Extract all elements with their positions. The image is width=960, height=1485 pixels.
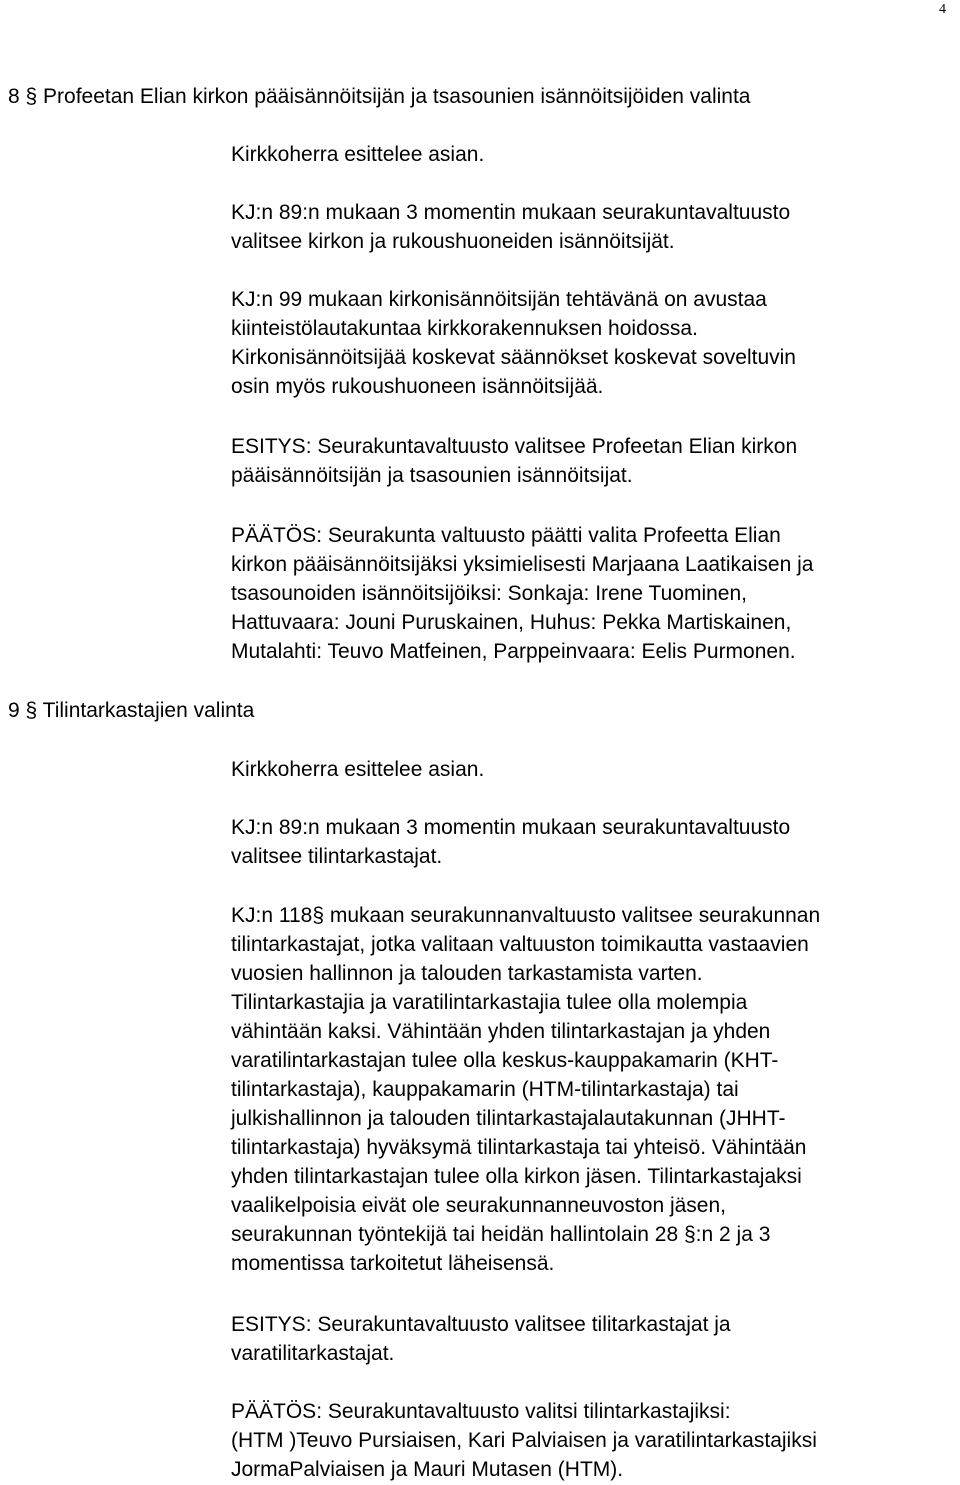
section-8-para-1 (231, 140, 956, 169)
text-line: julkishallinnon ja talouden tilintarkastajalautakunnan (JHHT- (231, 1107, 786, 1130)
text-line: osin myös rukoushuoneen isännöitsijää. (231, 375, 604, 398)
section-9-heading: 9 § Tilintarkastajien valinta (8, 699, 255, 722)
section-8-proposal (231, 432, 956, 490)
text-line: Kirkkoherra esittelee asian. (231, 143, 485, 166)
text-line: KJ:n 89:n mukaan 3 momentin mukaan seurakuntavaltuusto (231, 816, 791, 839)
text-line: kiinteistölautakuntaa kirkkorakennuksen hoidossa. (231, 317, 698, 340)
text-line: tilintarkastaja) hyväksymä tilintarkastaja tai yhteisö. Vähintään (231, 1136, 807, 1159)
section-8-heading: 8 § Profeetan Elian kirkon pääisännöitsijän ja tsasounien isännöitsijöiden valinta (8, 85, 751, 108)
text-line: Tilintarkastajia ja varatilintarkastajia tulee olla molempia (231, 991, 748, 1014)
text-line: varatilintarkastajan tulee olla keskus-kauppakamarin (KHT- (231, 1049, 779, 1072)
section-9-para-2 (231, 813, 956, 871)
text-line: yhden tilintarkastajan tulee olla kirkon jäsen. Tilintarkastajaksi (231, 1165, 802, 1188)
section-9-para-3 (231, 901, 956, 1278)
section-8-decision (231, 521, 956, 666)
section-9-proposal (231, 1310, 956, 1368)
text-line: Kirkkoherra esittelee asian. (231, 758, 485, 781)
text-line: ESITYS: Seurakuntavaltuusto valitsee tilitarkastajat ja (231, 1313, 731, 1336)
text-line: vaalikelpoisia eivät ole seurakunnanneuvoston jäsen, (231, 1194, 726, 1217)
section-8-para-3 (231, 285, 956, 401)
section-9-decision (231, 1397, 956, 1484)
text-line: Hattuvaara: Jouni Puruskainen, Huhus: Pekka Martiskainen, (231, 611, 792, 634)
text-line: PÄÄTÖS: Seurakuntavaltuusto valitsi tilintarkastajiksi: (231, 1400, 731, 1423)
section-8-para-2 (231, 198, 956, 256)
text-line: vuosien hallinnon ja talouden tarkastamista varten. (231, 962, 703, 985)
text-line: valitsee tilintarkastajat. (231, 845, 443, 868)
page-number: 4 (939, 2, 946, 17)
text-line: (HTM )Teuvo Pursiaisen, Kari Palviaisen ja varatilintarkastajiksi (231, 1429, 817, 1452)
text-line: KJ:n 118§ mukaan seurakunnanvaltuusto valitsee seurakunnan (231, 904, 821, 927)
text-line: tilintarkastaja), kauppakamarin (HTM-tilintarkastaja) tai (231, 1078, 739, 1101)
text-line: seurakunnan työntekijä tai heidän hallintolain 28 §:n 2 ja 3 (231, 1223, 771, 1246)
text-line: varatilitarkastajat. (231, 1342, 395, 1365)
text-line: valitsee kirkon ja rukoushuoneiden isännöitsijät. (231, 230, 675, 253)
text-line: momentissa tarkoitetut läheisensä. (231, 1252, 555, 1275)
text-line: vähintään kaksi. Vähintään yhden tilintarkastajan ja yhden (231, 1020, 771, 1043)
text-line: kirkon pääisännöitsijäksi yksimielisesti Marjaana Laatikaisen ja (231, 553, 814, 576)
text-line: tilintarkastajat, jotka valitaan valtuuston toimikautta vastaavien (231, 933, 809, 956)
text-line: tsasounoiden isännöitsijöiksi: Sonkaja: Irene Tuominen, (231, 582, 747, 605)
text-line: ESITYS: Seurakuntavaltuusto valitsee Profeetan Elian kirkon (231, 435, 798, 458)
text-line: pääisännöitsijän ja tsasounien isännöitsijat. (231, 464, 633, 487)
text-line: KJ:n 99 mukaan kirkonisännöitsijän tehtävänä on avustaa (231, 288, 767, 311)
text-line: Mutalahti: Teuvo Matfeinen, Parppeinvaara: Eelis Purmonen. (231, 640, 796, 663)
section-9-para-1 (231, 755, 956, 784)
text-line: KJ:n 89:n mukaan 3 momentin mukaan seurakuntavaltuusto (231, 201, 791, 224)
text-line: PÄÄTÖS: Seurakunta valtuusto päätti valita Profeetta Elian (231, 524, 781, 547)
text-line: Kirkonisännöitsijää koskevat säännökset koskevat soveltuvin (231, 346, 796, 369)
text-line: JormaPalviaisen ja Mauri Mutasen (HTM). (231, 1458, 624, 1481)
